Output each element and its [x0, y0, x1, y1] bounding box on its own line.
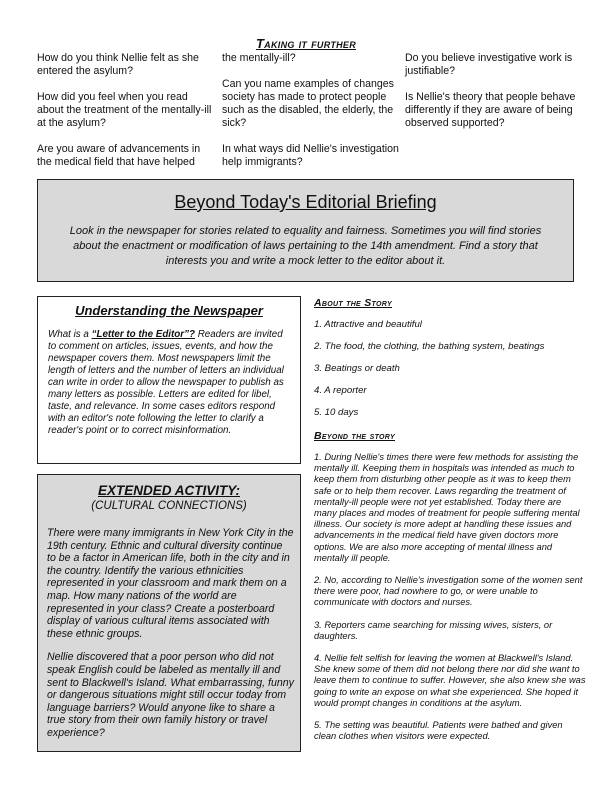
list-item: 2. The food, the clothing, the bathing system, beatings: [314, 341, 545, 352]
editorial-briefing-box: [37, 179, 574, 282]
list-item: 4. A reporter: [314, 385, 367, 396]
paragraph: Nellie discovered that a poor person who did not speak English could be labeled as mentally ill and sent to Blackwell's Island. What embarrassing, funny or dangerous situations might still occur today from language barriers? Would anyone like to share a true story from their own family history or travel experience?: [47, 651, 294, 739]
question: How do you think Nellie felt as she entered the asylum?: [37, 52, 199, 77]
beyond-story-heading: Beyond the story: [314, 430, 395, 442]
understanding-newspaper-box: [37, 296, 301, 464]
list-item: 5. The setting was beautiful. Patients were bathed and given clean clothes when visitors were expected.: [314, 720, 563, 742]
taking-further-column-2: [222, 52, 400, 182]
extended-activity-title: EXTENDED ACTIVITY:: [97, 483, 240, 498]
list-item: 5. 10 days: [314, 407, 359, 418]
paragraph: There were many immigrants in New York City in the 19th century. Ethnic and cultural diversity continue to be a factor in American life, both in the city and in the country. Identify the various ethnicities represented in your classroom and mark them on a map. How many nations of the world are represented in your class? Create a posterboard display of various cultural items associated with these ethnic groups.: [47, 527, 294, 640]
question: Are you aware of advancements in the medical field that have helped: [37, 143, 201, 168]
question: Is Nellie's theory that people behave differently if they are aware of being observed supported?: [405, 91, 576, 129]
question: the mentally-ill?: [222, 52, 296, 64]
taking-further-heading: Taking it further: [255, 36, 357, 51]
letter-to-editor-term: “Letter to the Editor”?: [91, 329, 195, 340]
list-item: 3. Reporters came searching for missing wives, sisters, or daughters.: [314, 619, 553, 641]
taking-further-column-3: [405, 52, 583, 143]
extended-activity-subtitle: (CULTURAL CONNECTIONS): [91, 500, 247, 512]
list-item: 4. Nellie felt selfish for leaving the women at Blackwell's Island. She knew some of them did not belong there nor did she want to leave them to continue to suffer. However, she also knew she was going to write an expose on what she experienced. She hoped it would prompt changes in conditions at the asylum.: [314, 653, 586, 708]
list-item: 1. During Nellie's times there were few methods for assisting the mentally ill. Keeping them in hospitals was intended as much to keep them from disturbing other people as it was to keep them safe or to help them recover. Laws regarding the treatment of mentally-ill people were not yet established. Today there are many places and modes of treatment for people suffering mental illness. Our society is more adept at handling these issues and advancements in the medical field have given doctors more options. We are also more accepting of mental illness and mentally ill people.: [314, 452, 580, 563]
question: Do you believe investigative work is justifiable?: [405, 52, 573, 77]
about-story-list: [314, 319, 582, 429]
about-story-heading: About the Story: [314, 297, 392, 309]
question: How did you feel when you read about the treatment of the mentally-ill at the asylum?: [37, 91, 212, 129]
body-lead: What is a: [48, 329, 92, 340]
body-text: Readers are invited to comment on articles, issues, events, and how the newspaper covers them. Most newspapers limit the length of letters and the number of letters an individual can write in order to allow the newspaper to publish as many letters as possible. Letters are edited for libel, taste, and relevance. In some cases editors respond with an editor's note following the letter to clarify a reader's point or to correct misinformation.: [48, 329, 284, 436]
beyond-story-list: [314, 452, 586, 753]
question: In what ways did Nellie's investigation help immigrants?: [222, 143, 399, 168]
list-item: 3. Beatings or death: [314, 363, 400, 374]
list-item: 1. Attractive and beautiful: [314, 319, 422, 330]
question: Can you name examples of changes society has made to protect people such as the disabled, the elderly, the sick?: [222, 78, 394, 129]
understanding-newspaper-title: Understanding the Newspaper: [75, 303, 263, 318]
understanding-newspaper-body: [48, 329, 293, 437]
editorial-briefing-body: Look in the newspaper for stories related to equality and fairness. Sometimes you will find stories about the enactment or modification of laws pertaining to the 14th amendment. Find a story that interests you and write a mock letter to the editor about it.: [69, 225, 542, 267]
list-item: 2. No, according to Nellie's investigation some of the women sent there were poor, had nowhere to go, or were unable to communicate with doctors and nurses.: [314, 575, 583, 608]
taking-further-column-1: [37, 52, 217, 182]
editorial-briefing-title: Beyond Today's Editorial Briefing: [174, 192, 437, 212]
extended-activity-body: [47, 527, 294, 751]
extended-activity-box: [37, 474, 301, 752]
